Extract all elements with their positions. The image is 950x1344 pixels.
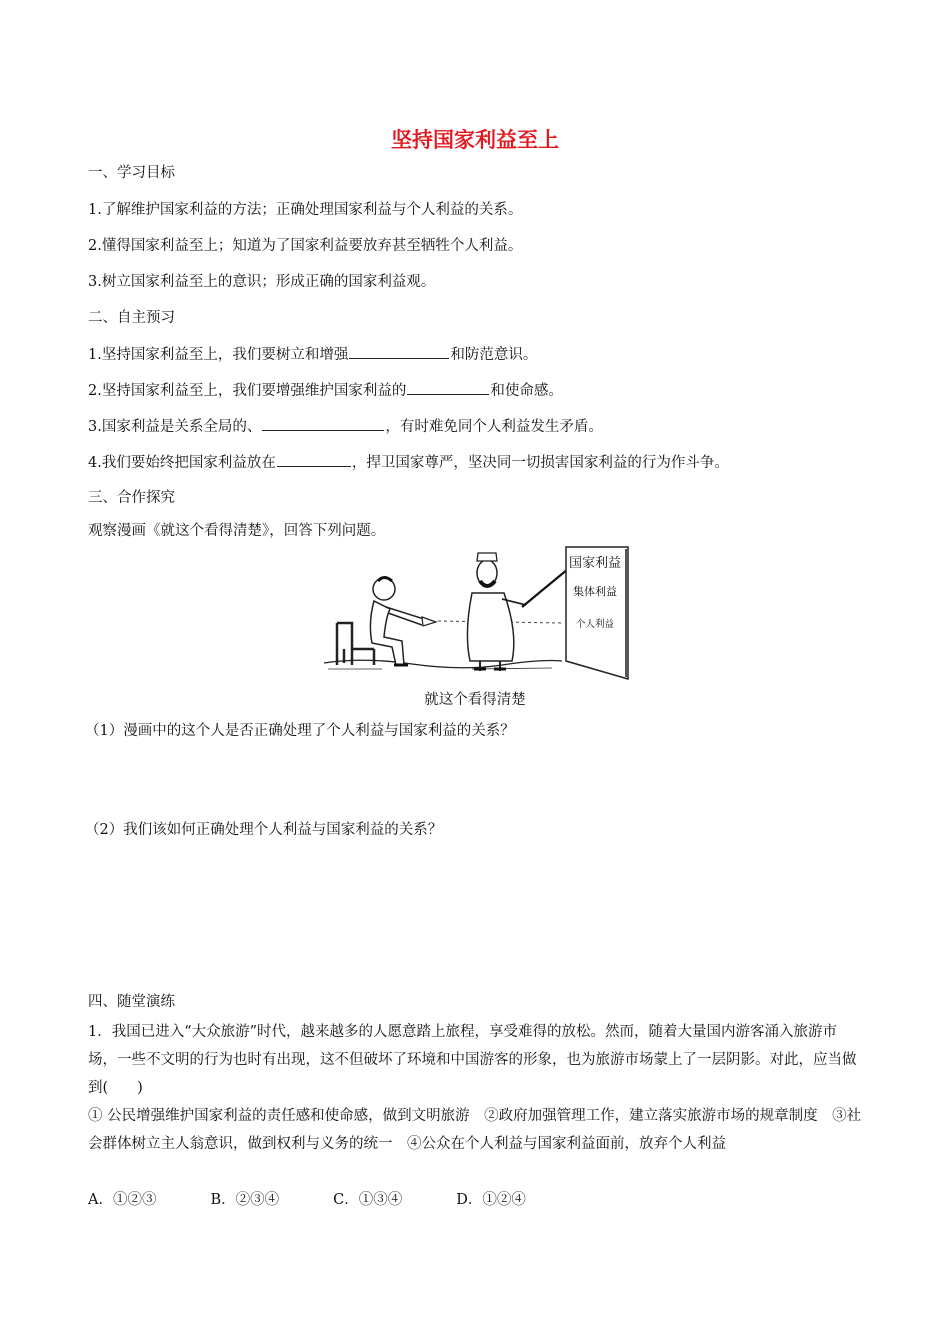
board-label-personal: 个人利益 [575, 619, 615, 630]
practice-question-stem: 1．我国已进入“大众旅游”时代，越来越多的人愿意踏上旅程，享受难得的放松。然而，随着大量国内游客涌入旅游市场，一些不文明的行为也时有出现，这不但破坏了环境和中国游客的形象，也为旅游市场蒙上了一层阴影。对此，应当做到( ) [88, 1024, 857, 1096]
preview-q2-text-start: 2.坚持国家利益至上，我们要增强维护国家利益的 [88, 383, 407, 399]
explore-intro: 观察漫画《就这个看得清楚》，回答下列问题。 [88, 523, 386, 539]
preview-question-4 [88, 452, 868, 473]
preview-q3-text-end: ，有时难免同个人利益发生矛盾。 [385, 419, 603, 435]
objective-item-1: 1.了解维护国家利益的方法；正确处理国家利益与个人利益的关系。 [88, 202, 523, 218]
explore-question-2: （2）我们该如何正确处理个人利益与国家利益的关系？ [85, 822, 443, 838]
board-label-collective: 集体利益 [573, 585, 617, 598]
objective-item-2: 2.懂得国家利益至上；知道为了国家利益要放弃甚至牺牲个人利益。 [88, 238, 523, 254]
fill-blank-4[interactable] [277, 452, 351, 467]
option-d[interactable]: D．①②④ [456, 1192, 526, 1208]
preview-q1-text-start: 1.坚持国家利益至上，我们要树立和增强 [88, 347, 349, 363]
preview-question-1 [88, 344, 868, 365]
section-heading-practice: 四、随堂演练 [88, 994, 175, 1010]
practice-question-statements: ① 公民增强维护国家利益的责任感和使命感，做到文明旅游 ②政府加强管理工作，建立落实旅游市场的规章制度 ③社会群体树立主人翁意识，做到权利与义务的统一 ④公众在个人利益与国家利益面前，放弃个人利益 [88, 1108, 862, 1152]
preview-q4-text-start: 4.我们要始终把国家利益放在 [88, 455, 276, 471]
fill-blank-3[interactable] [262, 416, 384, 431]
explore-question-1: （1）漫画中的这个人是否正确处理了个人利益与国家利益的关系？ [85, 723, 515, 739]
fill-blank-2[interactable] [407, 380, 489, 395]
preview-q3-text-start: 3.国家利益是关系全局的、 [88, 419, 262, 435]
section-heading-preview: 二、自主预习 [88, 310, 175, 326]
board-label-national: 国家利益 [568, 556, 622, 571]
preview-q4-text-end: ，捍卫国家尊严，坚决同一切损害国家利益的行为作斗争。 [351, 455, 729, 471]
section-heading-objectives: 一、学习目标 [88, 165, 175, 181]
section-heading-explore: 三、合作探究 [88, 490, 175, 506]
preview-q2-text-end: 和使命感。 [490, 383, 563, 399]
objective-item-3: 3.树立国家利益至上的意识；形成正确的国家利益观。 [88, 274, 436, 290]
option-b[interactable]: B．②③④ [210, 1192, 280, 1208]
page-title: 坚持国家利益至上 [391, 128, 559, 152]
option-c[interactable]: C．①③④ [333, 1192, 403, 1208]
cartoon-caption: 就这个看得清楚 [424, 692, 526, 708]
practice-options [88, 1190, 868, 1210]
option-a[interactable]: A．①②③ [88, 1192, 157, 1208]
cartoon-image [322, 543, 630, 681]
preview-question-3 [88, 416, 868, 437]
fill-blank-1[interactable] [349, 344, 449, 359]
preview-q1-text-end: 和防范意识。 [450, 347, 538, 363]
preview-question-2 [88, 380, 868, 401]
